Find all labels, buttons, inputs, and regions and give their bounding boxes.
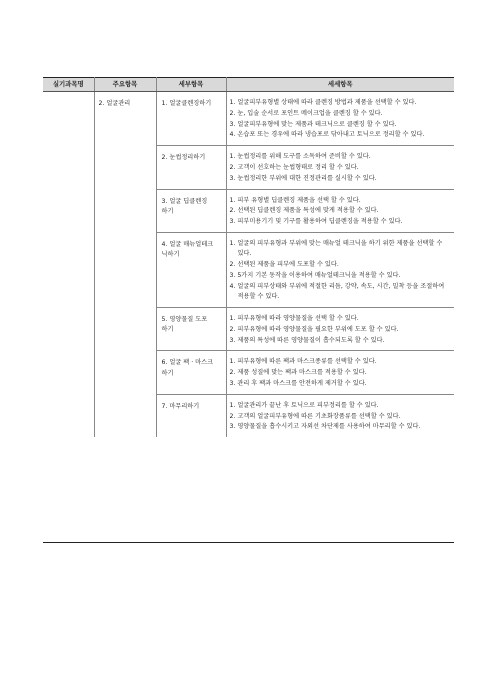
detail-item-cell bbox=[226, 189, 454, 232]
detail-line: 2. 제품 성질에 맞는 팩과 마스크를 적용할 수 있다. bbox=[229, 369, 367, 377]
header-main-item: 주요항목 bbox=[94, 78, 156, 92]
curriculum-sheet bbox=[43, 77, 454, 543]
detail-line: 1. 얼굴의 피부유형과 부위에 맞는 매뉴얼 테크닉을 하기 위한 제품을 선택할 수 있다. bbox=[229, 239, 443, 258]
sub-item-cell: 5. 영양물질 도포 하기 bbox=[156, 307, 226, 350]
detail-line: 1. 얼굴관리가 끝난 후 토닉으로 피부정리를 할 수 있다. bbox=[229, 401, 379, 409]
table-header-row bbox=[43, 78, 454, 92]
sub-item-cell: 3. 얼굴 딥클렌징 하기 bbox=[156, 189, 226, 232]
detail-line: 3. 눈썹정리한 부위에 대한 진정관리를 실시할 수 있다. bbox=[229, 174, 377, 182]
detail-line: 2. 눈, 입술 순서로 포인트 메이크업을 클렌징 할 수 있다. bbox=[229, 109, 383, 117]
table-body bbox=[43, 92, 454, 438]
detail-line: 1. 피부 유형별 딥클렌징 제품을 선택 할 수 있다. bbox=[229, 196, 361, 204]
detail-item-cell bbox=[226, 307, 454, 350]
detail-line: 4. 얼굴의 피부상태와 부위에 적절한 리듬, 강약, 속도, 시간, 밀착 등을 조절하여 적용할 수 있다. bbox=[229, 282, 445, 301]
sub-item-cell: 7. 마무리하기 bbox=[156, 394, 226, 437]
detail-line: 2. 선택된 제품을 피부에 도포할 수 있다. bbox=[229, 261, 339, 269]
detail-item-cell bbox=[226, 92, 454, 146]
detail-item-cell bbox=[226, 394, 454, 437]
sub-item-cell: 6. 얼굴 팩 · 마스크 하기 bbox=[156, 351, 226, 394]
detail-line: 1. 얼굴피부유형별 상태에 따라 클렌징 방법과 제품을 선택할 수 있다. bbox=[229, 99, 417, 106]
header-detail-item: 세세항목 bbox=[226, 78, 454, 92]
detail-line: 2. 고객이 선호하는 눈썹형태로 정리 할 수 있다. bbox=[229, 163, 359, 171]
detail-line: 2. 피부유형에 따라 영양물질을 필요한 부위에 도포 할 수 있다. bbox=[229, 325, 399, 333]
detail-line: 3. 영양물질을 흡수시키고 자외선 차단제를 사용하여 마무리할 수 있다. bbox=[229, 423, 421, 431]
sub-item-cell: 2. 눈썹정리하기 bbox=[156, 146, 226, 189]
sub-item-cell: 4. 얼굴 매뉴얼테크 닉하기 bbox=[156, 232, 226, 307]
detail-line: 1. 피부유형에 따라 영양물질을 선택 할 수 있다. bbox=[229, 314, 359, 322]
detail-line: 3. 제품의 특성에 따른 영양물질이 흡수되도록 할 수 있다. bbox=[229, 336, 385, 344]
detail-item-cell bbox=[226, 351, 454, 394]
header-subject-name: 실기과목명 bbox=[43, 78, 94, 92]
detail-line: 3. 얼굴피부유형에 맞는 제품과 테크닉으로 클렌징 할 수 있다. bbox=[229, 120, 397, 128]
main-item-cell: 2. 얼굴관리 bbox=[94, 92, 156, 438]
detail-line: 3. 관리 후 팩과 마스크를 안전하게 제거할 수 있다. bbox=[229, 379, 367, 387]
detail-item-cell bbox=[226, 232, 454, 307]
header-sub-item: 세부항목 bbox=[156, 78, 226, 92]
detail-line: 3. 피부미용기기 및 기구를 활용하여 딥클렌징을 적용할 수 있다. bbox=[229, 218, 403, 226]
table-row bbox=[43, 92, 454, 146]
detail-line: 1. 눈썹정리를 위해 도구를 소독하여 준비할 수 있다. bbox=[229, 153, 371, 161]
table-bottom-rule bbox=[43, 542, 454, 543]
detail-line: 1. 피부유형에 따른 팩과 마스크종류를 선택할 수 있다. bbox=[229, 358, 377, 366]
curriculum-table bbox=[43, 77, 454, 437]
detail-item-cell bbox=[226, 146, 454, 189]
detail-line: 3. 5가지 기본 동작을 이용하여 매뉴얼테크닉을 적용할 수 있다. bbox=[229, 271, 401, 279]
sub-item-cell: 1. 얼굴클렌징하기 bbox=[156, 92, 226, 146]
subject-name-cell bbox=[43, 92, 94, 438]
detail-line: 2. 고객의 얼굴피부유형에 따른 기초화장품류를 선택할 수 있다. bbox=[229, 412, 401, 420]
detail-line: 2. 선택된 딥클렌징 제품을 특성에 맞게 적용할 수 있다. bbox=[229, 207, 379, 215]
detail-line: 4. 온습포 또는 경우에 따라 냉습포로 닦아내고 토닉으로 정리할 수 있다. bbox=[229, 131, 425, 139]
